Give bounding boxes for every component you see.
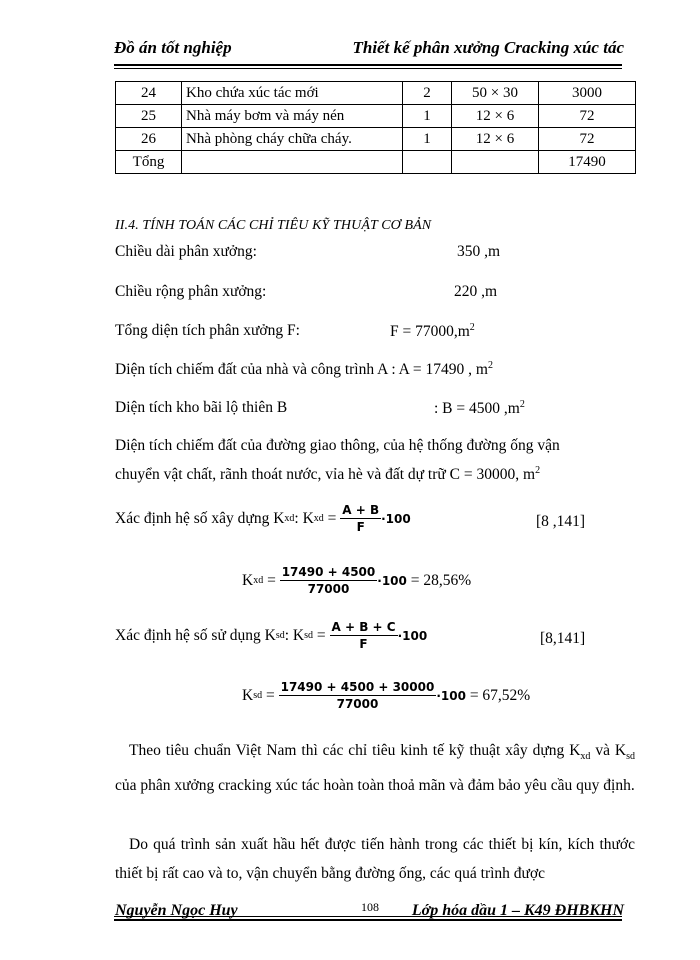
b-label: Diện tích kho bãi lộ thiên B bbox=[115, 399, 288, 416]
ksd-calculation: K sd = $\frac{17490 + 4500 + 30000}{77000}$ ·100 = 67,52% bbox=[242, 680, 531, 711]
paragraph-conclusion: Theo tiêu chuẩn Việt Nam thì các chỉ tiêu kinh tế kỹ thuật xây dựng $K_{xd}$ và $K_{sd}$ của phân xưởng cracking xúc tác hoàn toàn thoả mãn và đảm bảo yêu cầu quy định. bbox=[115, 742, 636, 795]
facility-table bbox=[115, 81, 636, 174]
ksd-reference: [8,141] bbox=[540, 630, 586, 647]
area-label: Tổng diện tích phân xưởng F: bbox=[115, 322, 300, 339]
header-rule bbox=[114, 64, 622, 66]
table-cell: 72 bbox=[539, 105, 636, 128]
ksd-fraction: $\frac{A + B + C}{F}$ bbox=[331, 620, 396, 651]
table-cell bbox=[182, 151, 403, 174]
page-number: 108 bbox=[361, 900, 379, 914]
table-cell: 3000 bbox=[539, 82, 636, 105]
table-cell: 1 bbox=[403, 128, 452, 151]
kxd-fraction: $\frac{A + B}{F}$ bbox=[342, 503, 380, 534]
table-cell: 26 bbox=[116, 128, 182, 151]
table-cell: 12 × 6 bbox=[452, 128, 539, 151]
width-label: Chiều rộng phân xưởng: bbox=[115, 283, 267, 300]
table-cell: Kho chứa xúc tác mới bbox=[182, 82, 403, 105]
kxd-calculation: K xd = $\frac{17490 + 4500}{77000}$ ·100 = 28,56% bbox=[242, 565, 472, 596]
table-cell: Nhà máy bơm và máy nén bbox=[182, 105, 403, 128]
table-cell: 2 bbox=[403, 82, 452, 105]
footer-class: Lớp hóa dầu 1 – K49 ĐHBKHN bbox=[411, 902, 624, 919]
c-line1: Diện tích chiếm đất của đường giao thông, của hệ thống đường ống vận bbox=[115, 437, 560, 454]
kxd-reference: [8 ,141] bbox=[536, 513, 586, 530]
table-cell: Nhà phòng cháy chữa cháy. bbox=[182, 128, 403, 151]
length-value: 350 ,m bbox=[457, 243, 501, 260]
total-label: Tổng bbox=[116, 151, 182, 174]
header-rule-thin bbox=[114, 68, 622, 69]
table-cell bbox=[452, 151, 539, 174]
total-value: 17490 bbox=[539, 151, 636, 174]
table-cell: 12 × 6 bbox=[452, 105, 539, 128]
ksd-definition: Xác định hệ số sử dụng K sd : K sd = $\frac{A + B + C}{F}$ ·100 bbox=[115, 620, 428, 651]
kxd-definition: Xác định hệ số xây dựng K xd : K xd = $\frac{A + B}{F}$ ·100 bbox=[115, 503, 411, 534]
width-value: 220 ,m bbox=[454, 283, 498, 300]
table-cell bbox=[403, 151, 452, 174]
length-label: Chiều dài phân xưởng: bbox=[115, 243, 257, 260]
paragraph-process: Do quá trình sản xuất hầu hết được tiến hành trong các thiết bị kín, kích thước thiết bị rất cao và to, vận chuyển bằng đường ống, các quá trình được bbox=[115, 836, 635, 882]
table-row bbox=[116, 128, 636, 151]
area-value: $F = 77000,m^2$ bbox=[390, 322, 475, 341]
table-row bbox=[116, 82, 636, 105]
table-cell: 72 bbox=[539, 128, 636, 151]
table-cell: 1 bbox=[403, 105, 452, 128]
header-right: Thiết kế phân xưởng Cracking xúc tác bbox=[352, 38, 624, 57]
table-cell: 24 bbox=[116, 82, 182, 105]
section-title: II.4. TÍNH TOÁN CÁC CHỈ TIÊU KỸ THUẬT CƠ BẢN bbox=[115, 218, 432, 233]
c-line2: chuyển vật chất, rãnh thoát nước, vỉa hè và đất dự trữ C = 30000, $m^2$ bbox=[115, 465, 541, 484]
table-total-row bbox=[116, 151, 636, 174]
a-line: Diện tích chiếm đất của nhà và công trình A : A = 17490 , $m^2$ bbox=[115, 360, 493, 379]
b-value: : B = 4500 $,m^2$ bbox=[434, 399, 525, 418]
table-row bbox=[116, 105, 636, 128]
footer-author: Nguyễn Ngọc Huy bbox=[115, 902, 238, 919]
table-cell: 25 bbox=[116, 105, 182, 128]
table-cell: 50 × 30 bbox=[452, 82, 539, 105]
header-left: Đồ án tốt nghiệp bbox=[114, 38, 232, 57]
